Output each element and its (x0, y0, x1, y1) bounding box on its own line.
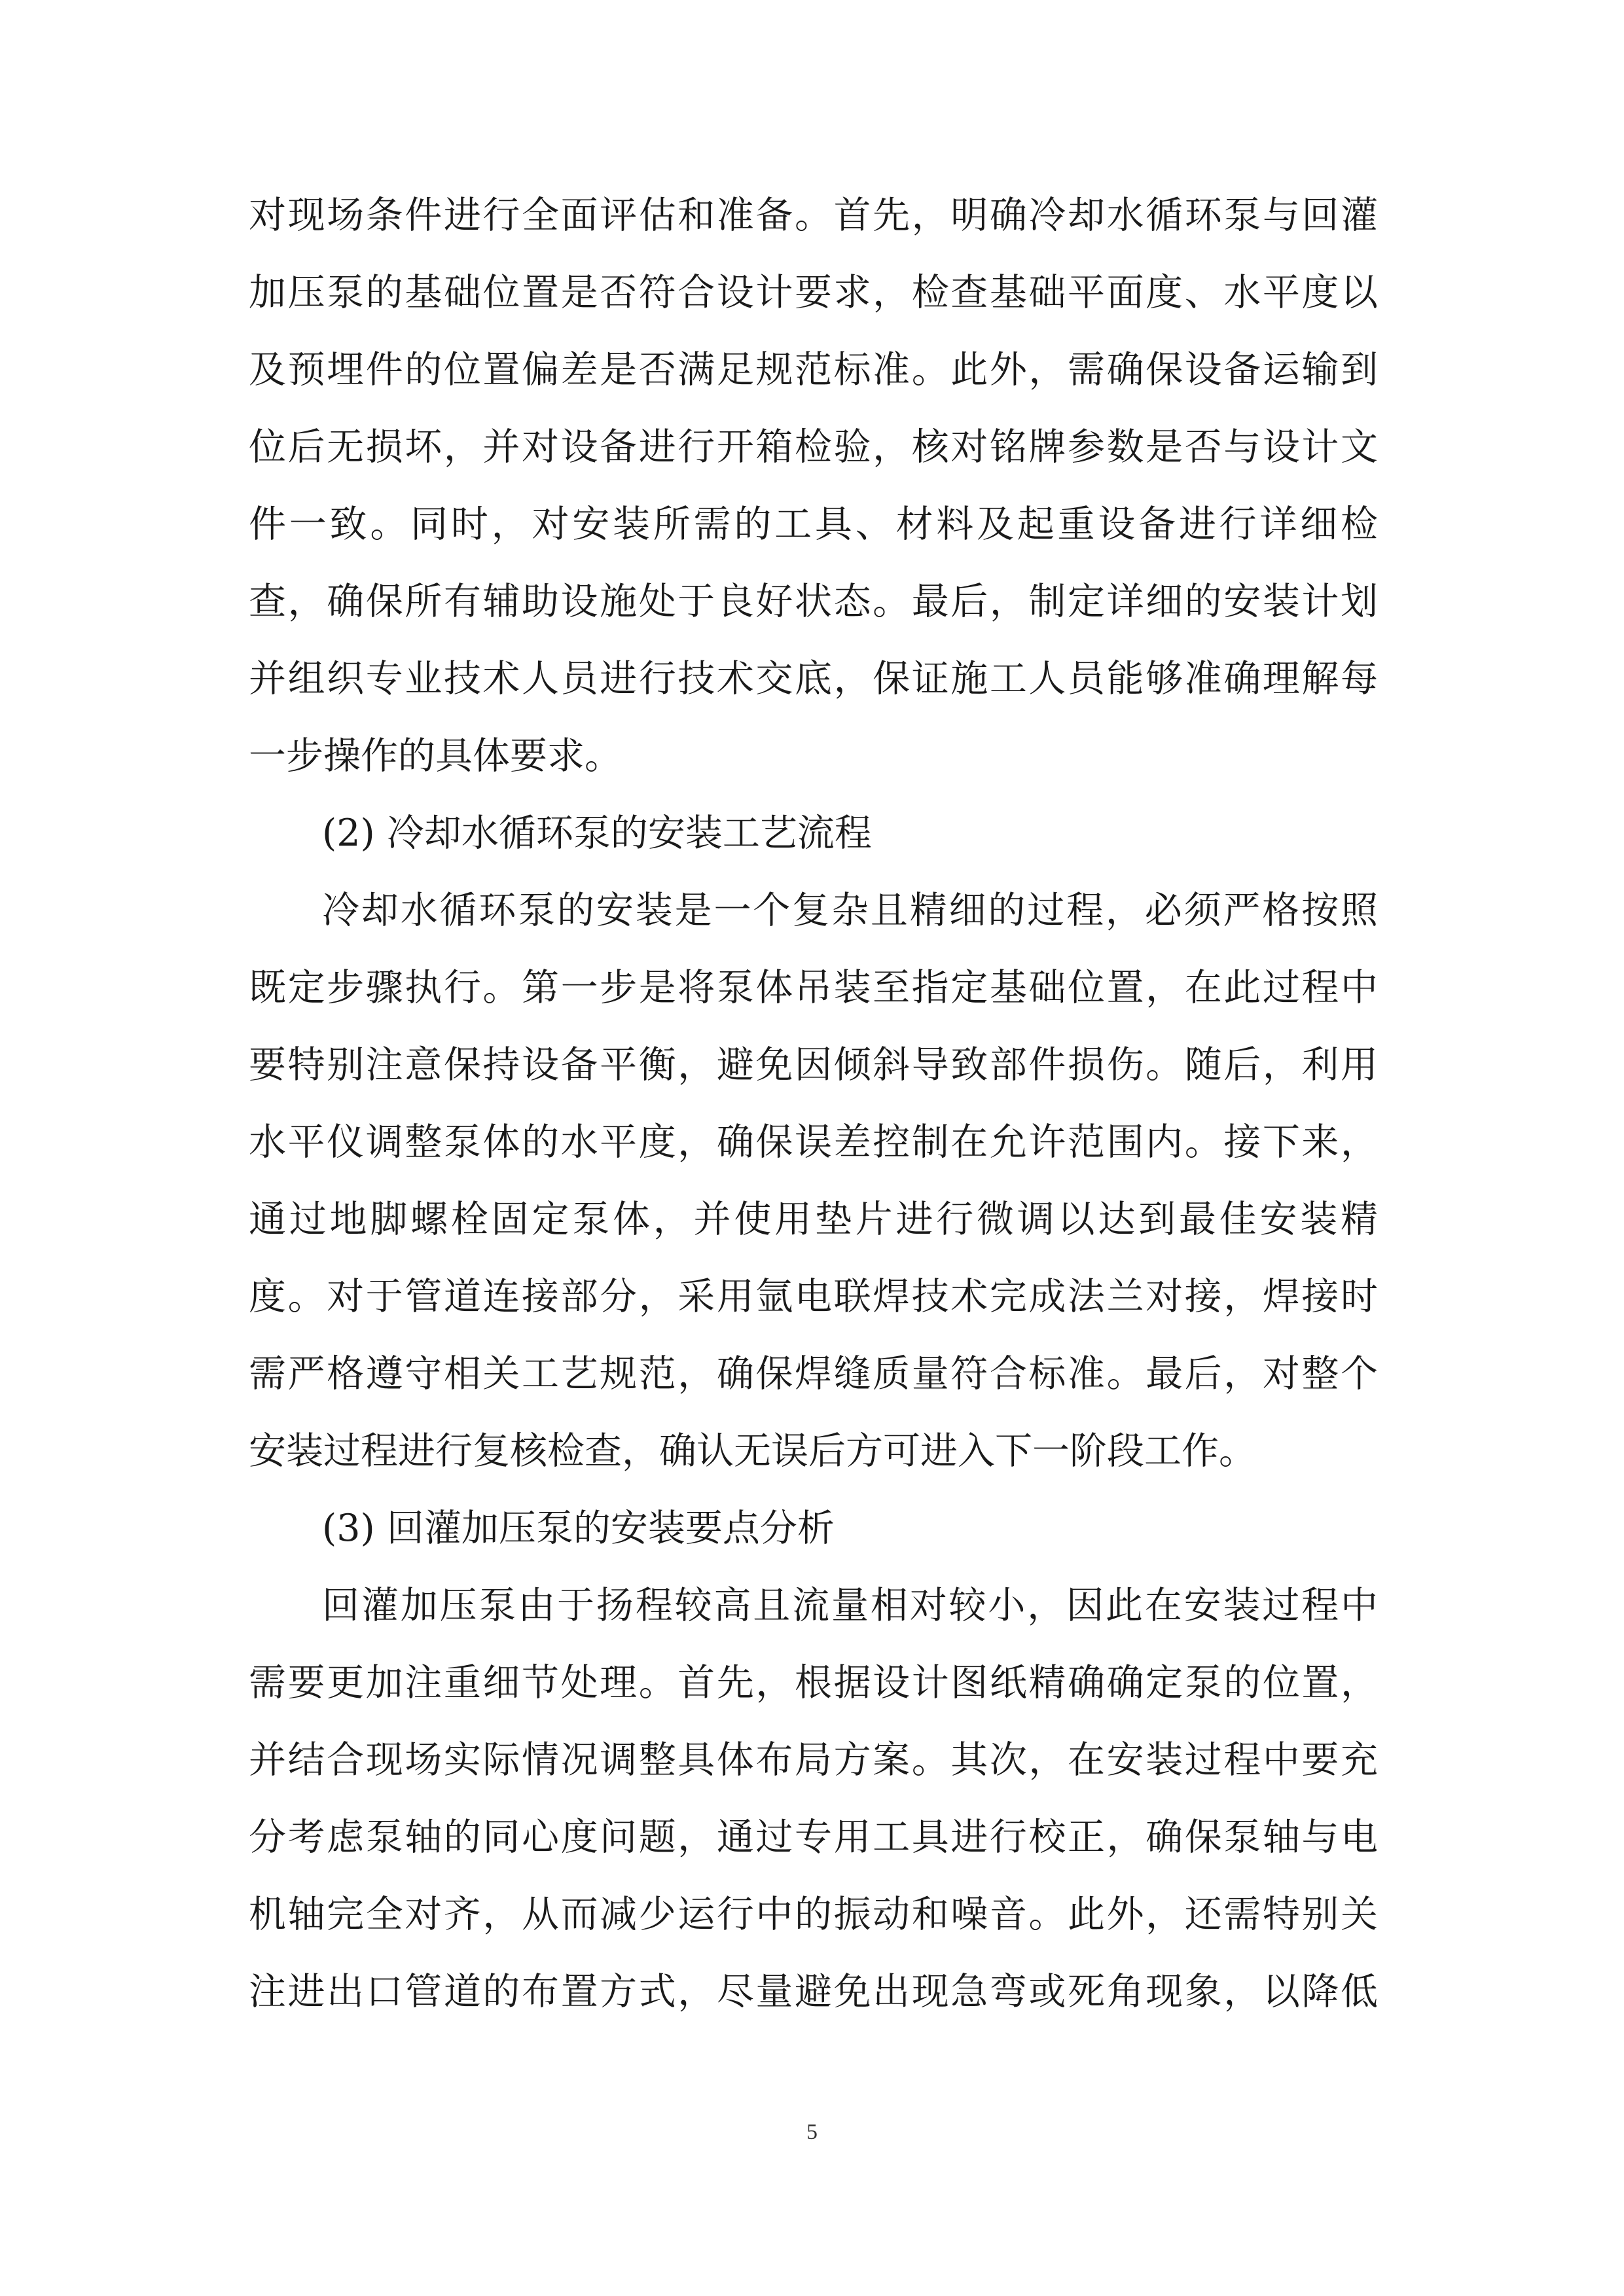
paragraph-3 (249, 1567, 1378, 2030)
text-line: 安装过程进行复核检查，确认无误后方可进入下一阶段工作。 (249, 1429, 1256, 1473)
text-line: 加压泵的基础位置是否符合设计要求，检查基础平面度、水平度以 (249, 271, 1378, 314)
text-line: 需要更加注重细节处理。首先，根据设计图纸精确确定泵的位置， (249, 1661, 1378, 1704)
text-line: 并结合现场实际情况调整具体布局方案。其次，在安装过程中要充 (249, 1738, 1378, 1782)
paragraph-1 (249, 177, 1378, 795)
text-line: 件一致。同时，对安装所需的工具、材料及起重设备进行详细检 (249, 503, 1378, 546)
body-text (249, 177, 1378, 2030)
section-heading-3: (3) 回灌加压泵的安装要点分析 (322, 1507, 835, 1550)
paragraph-2 (249, 872, 1378, 1490)
text-line: 位后无损坏，并对设备进行开箱检验，核对铭牌参数是否与设计文 (249, 425, 1378, 469)
text-line: 冷却水循环泵的安装是一个复杂且精细的过程，必须严格按照 (322, 889, 1378, 932)
text-line: 注进出口管道的布置方式，尽量避免出现急弯或死角现象，以降低 (249, 1970, 1378, 2013)
text-line: 度。对于管道连接部分，采用氩电联焊技术完成法兰对接，焊接时 (249, 1275, 1378, 1318)
text-line: 回灌加压泵由于扬程较高且流量相对较小，因此在安装过程中 (322, 1584, 1378, 1627)
text-line: 通过地脚螺栓固定泵体，并使用垫片进行微调以达到最佳安装精 (249, 1198, 1378, 1241)
text-line: 并组织专业技术人员进行技术交底，保证施工人员能够准确理解每 (249, 657, 1378, 700)
text-line: 要特别注意保持设备平衡，避免因倾斜导致部件损伤。随后，利用 (249, 1043, 1378, 1086)
section-heading-2: (2) 冷却水循环泵的安装工艺流程 (322, 812, 872, 855)
page-number: 5 (806, 2120, 818, 2144)
text-line: 及预埋件的位置偏差是否满足规范标准。此外，需确保设备运输到 (249, 348, 1378, 391)
text-line: 既定步骤执行。第一步是将泵体吊装至指定基础位置，在此过程中 (249, 966, 1378, 1009)
text-line: 水平仪调整泵体的水平度，确保误差控制在允许范围内。接下来， (249, 1121, 1378, 1164)
text-line: 对现场条件进行全面评估和准备。首先，明确冷却水循环泵与回灌 (249, 194, 1378, 237)
text-line: 查，确保所有辅助设施处于良好状态。最后，制定详细的安装计划 (249, 580, 1378, 623)
text-line: 机轴完全对齐，从而减少运行中的振动和噪音。此外，还需特别关 (249, 1893, 1378, 1936)
text-line: 需严格遵守相关工艺规范，确保焊缝质量符合标准。最后，对整个 (249, 1352, 1378, 1395)
text-line: 分考虑泵轴的同心度问题，通过专用工具进行校正，确保泵轴与电 (249, 1816, 1378, 1859)
text-line: 一步操作的具体要求。 (249, 734, 622, 778)
